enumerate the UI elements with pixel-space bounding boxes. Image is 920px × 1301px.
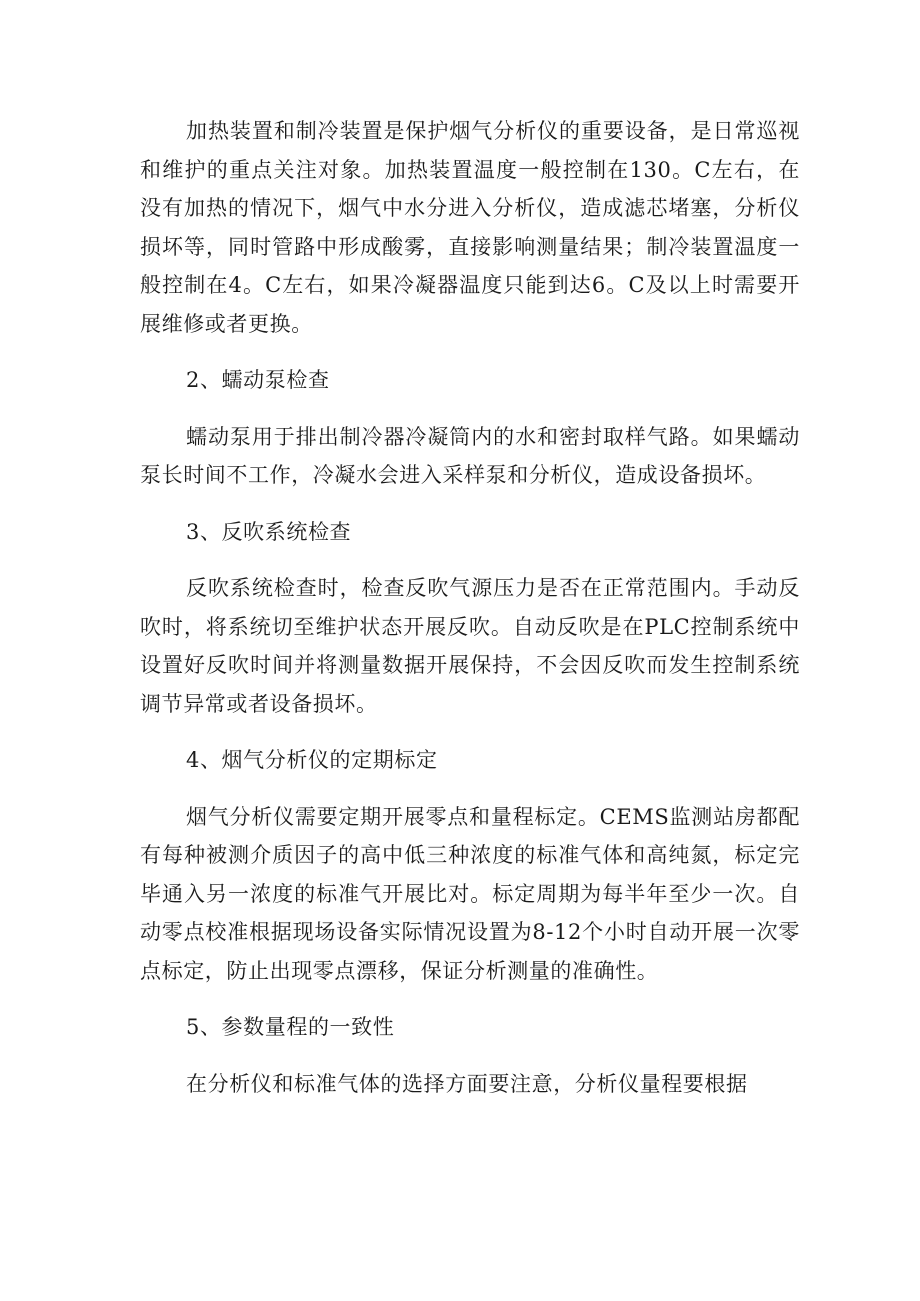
document-page — [140, 112, 800, 1103]
heading-periodic-calibration: 4、烟气分析仪的定期标定 — [186, 748, 438, 772]
heading-peristaltic-pump: 2、蠕动泵检查 — [186, 368, 330, 392]
paragraph-periodic-calibration: 烟气分析仪需要定期开展零点和量程标定。CEMS监测站房都配有每种被测介质因子的高中低三种浓度的标准气体和高纯氮，标定完毕通入另一浓度的标准气开展比对。标定周期为每半年至少一次。自动零点校准根据现场设备实际情况设置为8-12个小时自动开展一次零点标定，防止出现零点漂移，保证分析测量的准确性。 — [140, 804, 800, 983]
heading-backflush-system: 3、反吹系统检查 — [186, 519, 352, 544]
heading-range-consistency: 5、参数量程的一致性 — [186, 1015, 395, 1039]
paragraph-heating-cooling: 加热装置和制冷装置是保护烟气分析仪的重要设备，是日常巡视和维护的重点关注对象。加热装置温度一般控制在130。C左右，在没有加热的情况下，烟气中水分进入分析仪，造成滤芯堵塞，分析仪损坏等，同时管路中形成酸雾，直接影响测量结果；制冷装置温度一般控制在4。C左右，如果冷凝器温度只能到达6。C及以上时需要开展维修或者更换。 — [140, 119, 800, 336]
paragraph-peristaltic-pump: 蠕动泵用于排出制冷器冷凝筒内的水和密封取样气路。如果蠕动泵长时间不工作，冷凝水会进入采样泵和分析仪，造成设备损坏。 — [140, 424, 800, 487]
paragraph-backflush-system: 反吹系统检查时，检查反吹气源压力是否在正常范围内。手动反吹时，将系统切至维护状态开展反吹。自动反吹是在PLC控制系统中设置好反吹时间并将测量数据开展保持，不会因反吹而发生控制系统调节异常或者设备损坏。 — [140, 576, 800, 716]
paragraph-range-consistency: 在分析仪和标准气体的选择方面要注意，分析仪量程要根据 — [186, 1071, 748, 1096]
